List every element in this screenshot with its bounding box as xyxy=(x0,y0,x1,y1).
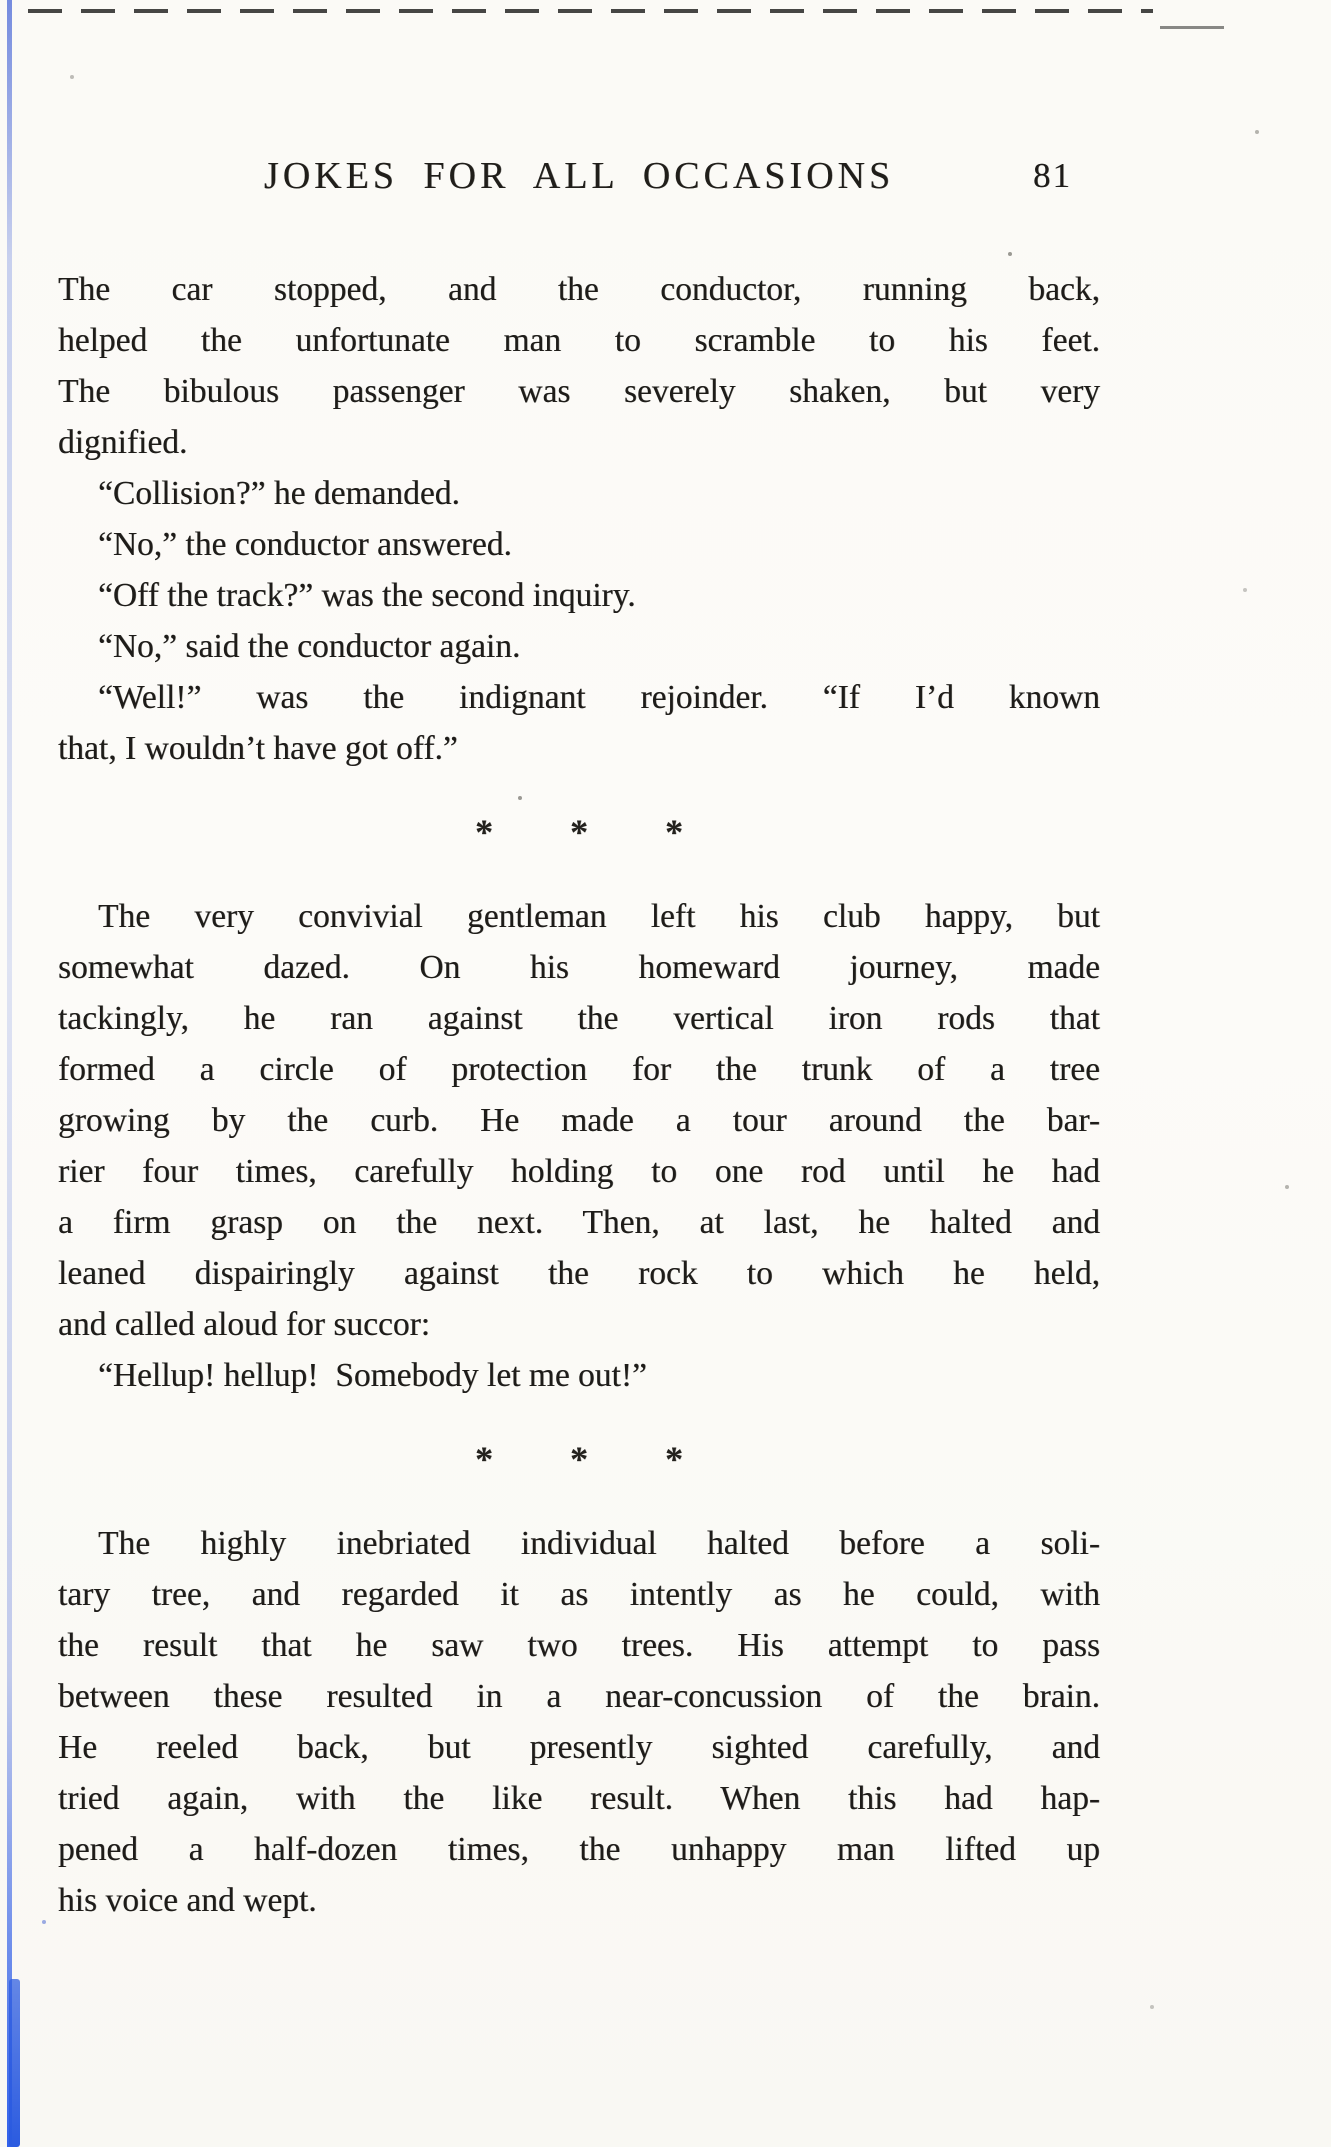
text-line: The highly inebriated individual halted before a soli- xyxy=(98,1525,1100,1562)
scan-speck xyxy=(1243,588,1247,592)
text-line: leaned dispairingly against the rock to which he held, xyxy=(58,1255,1100,1292)
text-line: “Hellup! hellup! Somebody let me out!” xyxy=(98,1357,647,1394)
section-separator: * * * xyxy=(475,1439,683,1479)
page-number: 81 xyxy=(1033,156,1072,195)
text-line: a firm grasp on the next. Then, at last, he halted and xyxy=(58,1204,1100,1241)
text-line: The very convivial gentleman left his club happy, but xyxy=(98,898,1100,935)
paragraph-dialogue xyxy=(58,468,1100,774)
paragraph-convivial-gentleman xyxy=(58,891,1100,1401)
text-line: tary tree, and regarded it as intently as he could, with xyxy=(58,1576,1100,1613)
text-line: that, I wouldn’t have got off.” xyxy=(58,730,458,767)
page-header xyxy=(58,150,1100,202)
scan-speck xyxy=(1285,1185,1289,1189)
section-separator: * * * xyxy=(475,812,683,852)
paragraph-opening xyxy=(58,264,1100,468)
text-line: between these resulted in a near-concussion of the brain. xyxy=(58,1678,1100,1715)
text-line: helped the unfortunate man to scramble to his feet. xyxy=(58,322,1100,359)
page-edge-bottom-left-blue xyxy=(9,1979,20,2147)
text-line: formed a circle of protection for the trunk of a tree xyxy=(58,1051,1100,1088)
text-line: The car stopped, and the conductor, running back, xyxy=(58,271,1100,308)
text-line: somewhat dazed. On his homeward journey, made xyxy=(58,949,1100,986)
page-edge-top-dashes xyxy=(28,9,1153,13)
text-line: the result that he saw two trees. His attempt to pass xyxy=(58,1627,1100,1664)
paragraph-inebriated-individual xyxy=(58,1518,1100,1926)
scan-speck xyxy=(70,75,74,79)
text-line: “No,” said the conductor again. xyxy=(98,628,521,665)
text-line: and called aloud for succor: xyxy=(58,1306,431,1343)
text-line: tackingly, he ran against the vertical iron rods that xyxy=(58,1000,1100,1037)
text-line: He reeled back, but presently sighted carefully, and xyxy=(58,1729,1100,1766)
scan-speck xyxy=(1150,2005,1154,2009)
scan-speck-blue xyxy=(42,1920,46,1924)
text-line: pened a half-dozen times, the unhappy man lifted up xyxy=(58,1831,1100,1868)
text-line: The bibulous passenger was severely shaken, but very xyxy=(58,373,1100,410)
text-block xyxy=(58,150,1100,1926)
text-line: his voice and wept. xyxy=(58,1882,317,1919)
text-line: “Off the track?” was the second inquiry. xyxy=(98,577,636,614)
scan-speck xyxy=(1255,130,1259,134)
page-title: JOKES FOR ALL OCCASIONS xyxy=(263,155,895,197)
text-line: tried again, with the like result. When this had hap- xyxy=(58,1780,1100,1817)
page-edge-top-dash-short xyxy=(1160,26,1224,29)
text-line: “Well!” was the indignant rejoinder. “If I’d known xyxy=(98,679,1100,716)
text-line: rier four times, carefully holding to one rod until he had xyxy=(58,1153,1100,1190)
text-line: “Collision?” he demanded. xyxy=(98,475,460,512)
page-edge-left-blue xyxy=(7,0,12,2147)
text-line: “No,” the conductor answered. xyxy=(98,526,512,563)
text-line: dignified. xyxy=(58,424,188,461)
text-line: growing by the curb. He made a tour around the bar- xyxy=(58,1102,1100,1139)
